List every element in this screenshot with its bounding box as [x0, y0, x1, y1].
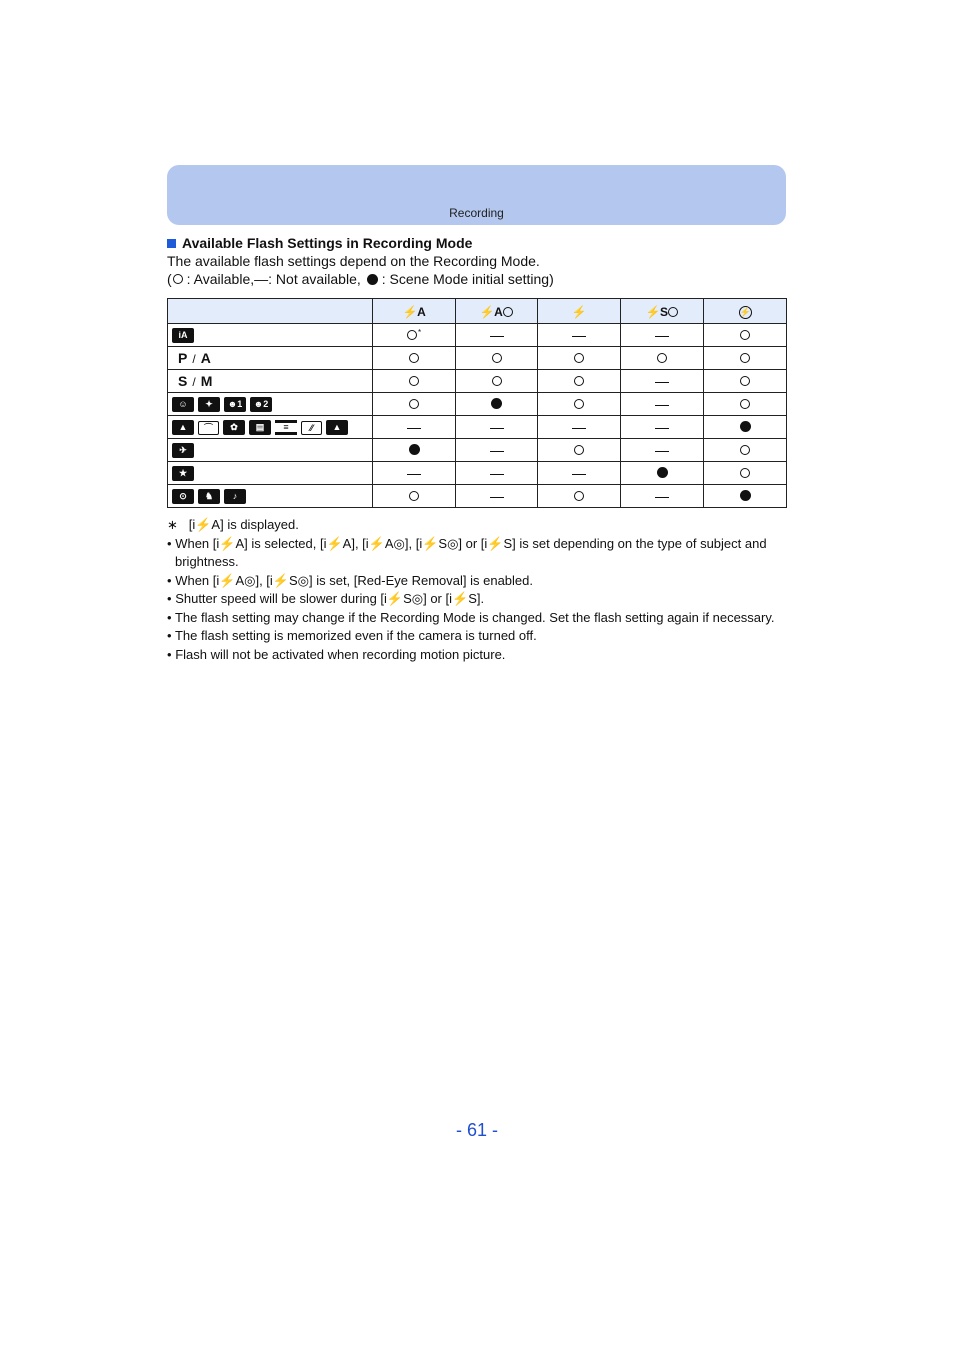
not-available-dash-icon	[655, 405, 669, 406]
available-circle-icon	[574, 353, 584, 363]
mode-cell-p-a	[168, 347, 373, 370]
scene-mode-icon: iA	[172, 328, 194, 343]
scene-mode-icon: ▲	[326, 420, 348, 435]
availability-cell	[373, 324, 456, 347]
scene-mode-icon: ✈	[172, 443, 194, 458]
note-item: • Flash will not be activated when recording motion picture.	[167, 646, 506, 662]
availability-cell	[621, 485, 704, 508]
availability-cell	[704, 393, 787, 416]
availability-cell	[373, 439, 456, 462]
availability-cell	[621, 347, 704, 370]
not-available-dash-icon	[490, 497, 504, 498]
table-row	[168, 416, 787, 439]
available-circle-icon	[657, 353, 667, 363]
scene-mode-icon: ☺	[172, 397, 194, 412]
scene-mode-icon: ☻1	[224, 397, 246, 412]
available-circle-icon	[492, 376, 502, 386]
notes	[167, 516, 787, 664]
available-circle-icon	[407, 330, 417, 340]
availability-cell	[456, 485, 538, 508]
mode-cell-food-pet-party	[168, 485, 373, 508]
note-item: • The flash setting may change if the Recording Mode is changed. Set the flash setting again if necessary.	[167, 609, 775, 625]
scene-mode-icon: ✿	[223, 420, 245, 435]
scene-mode-icon: ✦	[198, 397, 220, 412]
scene-mode-icon: ★	[172, 466, 194, 481]
section-header-band	[167, 165, 786, 225]
availability-cell	[621, 324, 704, 347]
flash-forced-on-icon: ⚡	[571, 304, 587, 319]
mode-cell-scenery-scenes	[168, 416, 373, 439]
scene-mode-icon: ▤	[249, 420, 271, 435]
col-flash-slow-redeye	[621, 299, 704, 324]
page-number: - 61 -	[455, 1120, 498, 1140]
available-circle-icon	[409, 491, 419, 501]
mode-column-header	[168, 299, 373, 324]
availability-cell	[456, 393, 538, 416]
availability-cell	[538, 393, 621, 416]
availability-cell	[704, 462, 787, 485]
scene-mode-icon: ☻2	[250, 397, 272, 412]
availability-cell	[373, 370, 456, 393]
not-available-dash-icon	[490, 428, 504, 429]
initial-setting-dot-icon	[409, 444, 420, 455]
not-available-dash-icon	[655, 428, 669, 429]
scene-mode-icon: ♞	[198, 489, 220, 504]
mode-cell-portrait-scenes	[168, 393, 373, 416]
availability-cell	[621, 393, 704, 416]
availability-cell	[621, 416, 704, 439]
scene-mode-icon: ⌒	[198, 421, 219, 435]
available-circle-icon	[574, 491, 584, 501]
note-item: • Shutter speed will be slower during [i⚡S◎] or [i⚡S].	[167, 591, 485, 606]
table-row	[168, 439, 787, 462]
mode-letters: S / M	[178, 373, 213, 389]
availability-cell	[704, 439, 787, 462]
legend-line: ( : Available, — : Not available, : Scene Mode initial setting)	[167, 271, 554, 287]
mode-cell-night-portrait	[168, 462, 373, 485]
note-item: • The flash setting is memorized even if the camera is turned off.	[167, 628, 537, 643]
square-bullet-icon	[167, 239, 176, 248]
available-circle-icon	[574, 376, 584, 386]
availability-cell	[456, 324, 538, 347]
initial-setting-dot-icon	[657, 467, 668, 478]
available-circle-icon	[574, 445, 584, 455]
table-row	[168, 370, 787, 393]
table-row	[168, 485, 787, 508]
availability-cell	[373, 485, 456, 508]
not-available-dash-icon	[572, 474, 586, 475]
section-title: Available Flash Settings in Recording Mode	[167, 234, 787, 252]
table-row	[168, 462, 787, 485]
availability-cell	[456, 347, 538, 370]
initial-setting-dot-icon	[491, 398, 502, 409]
footnote-star-icon: *	[417, 327, 422, 337]
availability-cell	[456, 462, 538, 485]
table-header-row	[168, 299, 787, 324]
availability-cell	[704, 347, 787, 370]
availability-cell	[538, 347, 621, 370]
availability-cell	[456, 370, 538, 393]
available-circle-icon	[173, 274, 183, 284]
availability-cell	[621, 462, 704, 485]
availability-cell	[538, 370, 621, 393]
note-item: • When [i⚡A] is selected, [i⚡A], [i⚡A◎], [i⚡S◎] or [i⚡S] is set depending on the type of subject and brightness.	[167, 535, 767, 569]
not-available-dash-icon	[572, 428, 586, 429]
available-circle-icon	[574, 399, 584, 409]
not-available-dash-icon	[490, 474, 504, 475]
flash-auto-redeye-icon: ⚡A	[480, 305, 514, 319]
mode-letters: P / A	[178, 350, 211, 366]
availability-cell	[373, 347, 456, 370]
not-available-dash-icon	[407, 428, 421, 429]
mode-cell-sports	[168, 439, 373, 462]
col-flash-auto-redeye	[456, 299, 538, 324]
col-flash-forced-on	[538, 299, 621, 324]
table-row	[168, 347, 787, 370]
available-circle-icon	[740, 468, 750, 478]
availability-cell	[373, 393, 456, 416]
not-available-dash-icon	[655, 382, 669, 383]
available-circle-icon	[409, 399, 419, 409]
availability-cell	[538, 462, 621, 485]
scene-mode-icon: ⊙	[172, 489, 194, 504]
available-circle-icon	[740, 330, 750, 340]
availability-cell	[538, 485, 621, 508]
scene-mode-icon: ≡	[275, 420, 297, 435]
intro-text: The available flash settings depend on the Recording Mode.	[167, 253, 540, 269]
availability-cell	[704, 416, 787, 439]
availability-cell	[373, 416, 456, 439]
available-circle-icon	[740, 376, 750, 386]
not-available-dash-icon	[655, 451, 669, 452]
scene-mode-icon: ♪	[224, 489, 246, 504]
col-flash-off	[704, 299, 787, 324]
availability-cell	[456, 416, 538, 439]
not-available-dash-icon	[655, 336, 669, 337]
availability-cell	[704, 324, 787, 347]
footnote: ∗ [i⚡A] is displayed.	[167, 517, 299, 532]
flash-auto-icon: ⚡A	[402, 304, 426, 319]
availability-cell	[621, 370, 704, 393]
available-circle-icon	[492, 353, 502, 363]
availability-cell	[704, 370, 787, 393]
available-circle-icon	[409, 376, 419, 386]
available-circle-icon	[740, 353, 750, 363]
not-available-dash-icon	[490, 336, 504, 337]
section-label: Recording	[449, 206, 504, 220]
initial-setting-dot-icon	[367, 274, 378, 285]
flash-availability-table	[167, 298, 787, 508]
mode-cell-intelligent-auto	[168, 324, 373, 347]
col-flash-auto	[373, 299, 456, 324]
availability-cell	[704, 485, 787, 508]
available-circle-icon	[740, 399, 750, 409]
note-item: • When [i⚡A◎], [i⚡S◎] is set, [Red-Eye Removal] is enabled.	[167, 572, 533, 588]
not-available-dash-icon	[490, 451, 504, 452]
availability-cell	[538, 416, 621, 439]
availability-cell	[456, 439, 538, 462]
initial-setting-dot-icon	[740, 421, 751, 432]
table-row	[168, 324, 787, 347]
table-row	[168, 393, 787, 416]
available-circle-icon	[740, 445, 750, 455]
scene-mode-icon: ▲	[172, 420, 194, 435]
not-available-dash-icon	[407, 474, 421, 475]
not-available-dash-icon	[572, 336, 586, 337]
availability-cell	[538, 324, 621, 347]
mode-cell-s-m	[168, 370, 373, 393]
flash-slow-sync-redeye-icon: ⚡S	[646, 305, 679, 319]
availability-cell	[373, 462, 456, 485]
available-circle-icon	[409, 353, 419, 363]
initial-setting-dot-icon	[740, 490, 751, 501]
scene-mode-icon: ⁄⁄	[301, 421, 322, 435]
availability-cell	[538, 439, 621, 462]
flash-forced-off-icon: ⚡	[739, 307, 751, 317]
flash-settings-section	[167, 234, 787, 288]
not-available-dash-icon	[655, 497, 669, 498]
availability-cell	[621, 439, 704, 462]
